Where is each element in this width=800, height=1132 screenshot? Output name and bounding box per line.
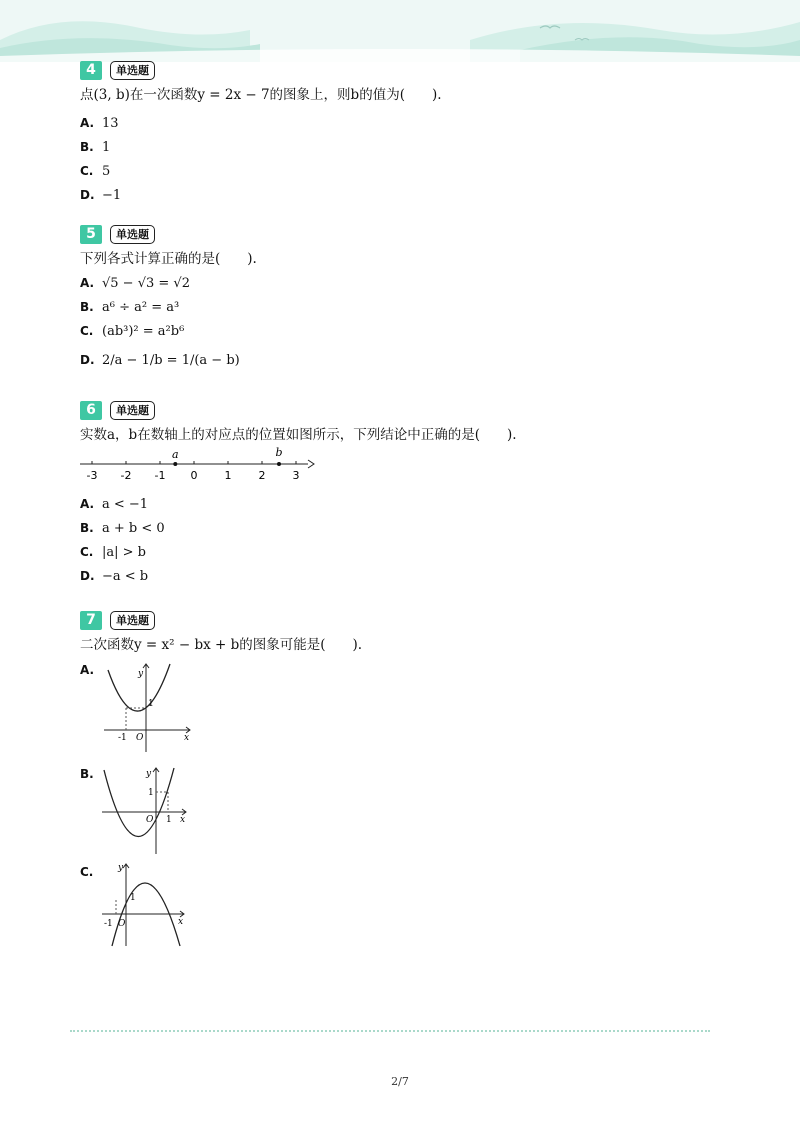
number-line-tick-label: -2 (120, 469, 132, 482)
question-type-badge: 单选题 (110, 401, 155, 420)
point-a (173, 462, 177, 466)
x-axis-label: x (184, 733, 190, 743)
y-axis-label: y (138, 669, 144, 679)
x-neg-one-label: -1 (104, 919, 113, 929)
page-number: 2/7 (391, 1075, 409, 1088)
option-a[interactable]: A. 13 (80, 116, 119, 131)
number-line-tick-label: 3 (292, 469, 300, 482)
option-b[interactable]: B. 1 (80, 140, 111, 155)
option-c[interactable]: C. 5 (80, 164, 111, 179)
option-d[interactable]: D. −1 (80, 188, 122, 203)
number-line-tick-label: 2 (258, 469, 266, 482)
question-stem: 二次函数y = x² − bx + b的图象可能是( ). (80, 637, 363, 653)
option-b[interactable]: B. a⁶ ÷ a² = a³ (80, 300, 180, 315)
question-4 (80, 60, 442, 207)
question-number: 4 (80, 61, 102, 80)
x-one-label: 1 (166, 815, 172, 825)
question-type-badge: 单选题 (110, 61, 155, 80)
option-b-graph[interactable] (98, 764, 194, 856)
y-one-label: 1 (148, 788, 154, 798)
origin-label: O (118, 919, 126, 929)
y-axis-label: y (146, 769, 152, 779)
option-d[interactable]: D. −a < b (80, 569, 149, 584)
number-line-tick-label: 1 (224, 469, 232, 482)
y-one-label: 1 (130, 893, 136, 903)
footer-divider (70, 1030, 710, 1032)
point-b (277, 462, 281, 466)
number-line-tick-label: -1 (154, 469, 166, 482)
y-one-label: 1 (148, 699, 154, 709)
number-line-tick-label: 0 (190, 469, 198, 482)
question-type-badge: 单选题 (110, 611, 155, 630)
origin-label: O (146, 815, 154, 825)
question-type-badge: 单选题 (110, 225, 155, 244)
option-c-graph[interactable] (98, 860, 194, 948)
origin-label: O (136, 733, 144, 743)
question-stem: 实数a，b在数轴上的对应点的位置如图所示，下列结论中正确的是( ). (80, 427, 517, 443)
option-c[interactable]: C. (80, 865, 94, 879)
option-a-graph[interactable] (100, 660, 200, 756)
option-a[interactable]: A. (80, 663, 95, 677)
y-axis-label: y (118, 863, 124, 873)
question-7 (80, 610, 362, 653)
number-line (78, 446, 318, 484)
question-number: 6 (80, 401, 102, 420)
option-c[interactable]: C. (ab³)² = a²b⁶ (80, 324, 185, 339)
option-b[interactable]: B. (80, 767, 94, 781)
point-a-label: a (172, 448, 179, 461)
option-a[interactable]: A. a < −1 (80, 497, 149, 512)
question-6 (80, 400, 517, 443)
point-b-label: b (275, 446, 283, 459)
question-5 (80, 224, 257, 377)
x-axis-label: x (178, 917, 184, 927)
option-a[interactable]: A. √5 − √3 = √2 (80, 276, 190, 291)
header-banner (0, 0, 800, 62)
question-number: 5 (80, 225, 102, 244)
question-stem: 点(3, b)在一次函数y = 2x − 7的图象上，则b的值为( ). (80, 87, 442, 103)
question-stem: 下列各式计算正确的是( ). (80, 251, 257, 267)
option-d[interactable]: D. 2/a − 1/b = 1/(a − b) (80, 353, 240, 368)
option-b[interactable]: B. a + b < 0 (80, 521, 165, 536)
number-line-tick-label: -3 (86, 469, 98, 482)
question-number: 7 (80, 611, 102, 630)
x-neg-one-label: -1 (118, 733, 127, 743)
x-axis-label: x (180, 815, 186, 825)
option-c[interactable]: C. |a| > b (80, 545, 146, 560)
question-6-options (80, 492, 165, 588)
